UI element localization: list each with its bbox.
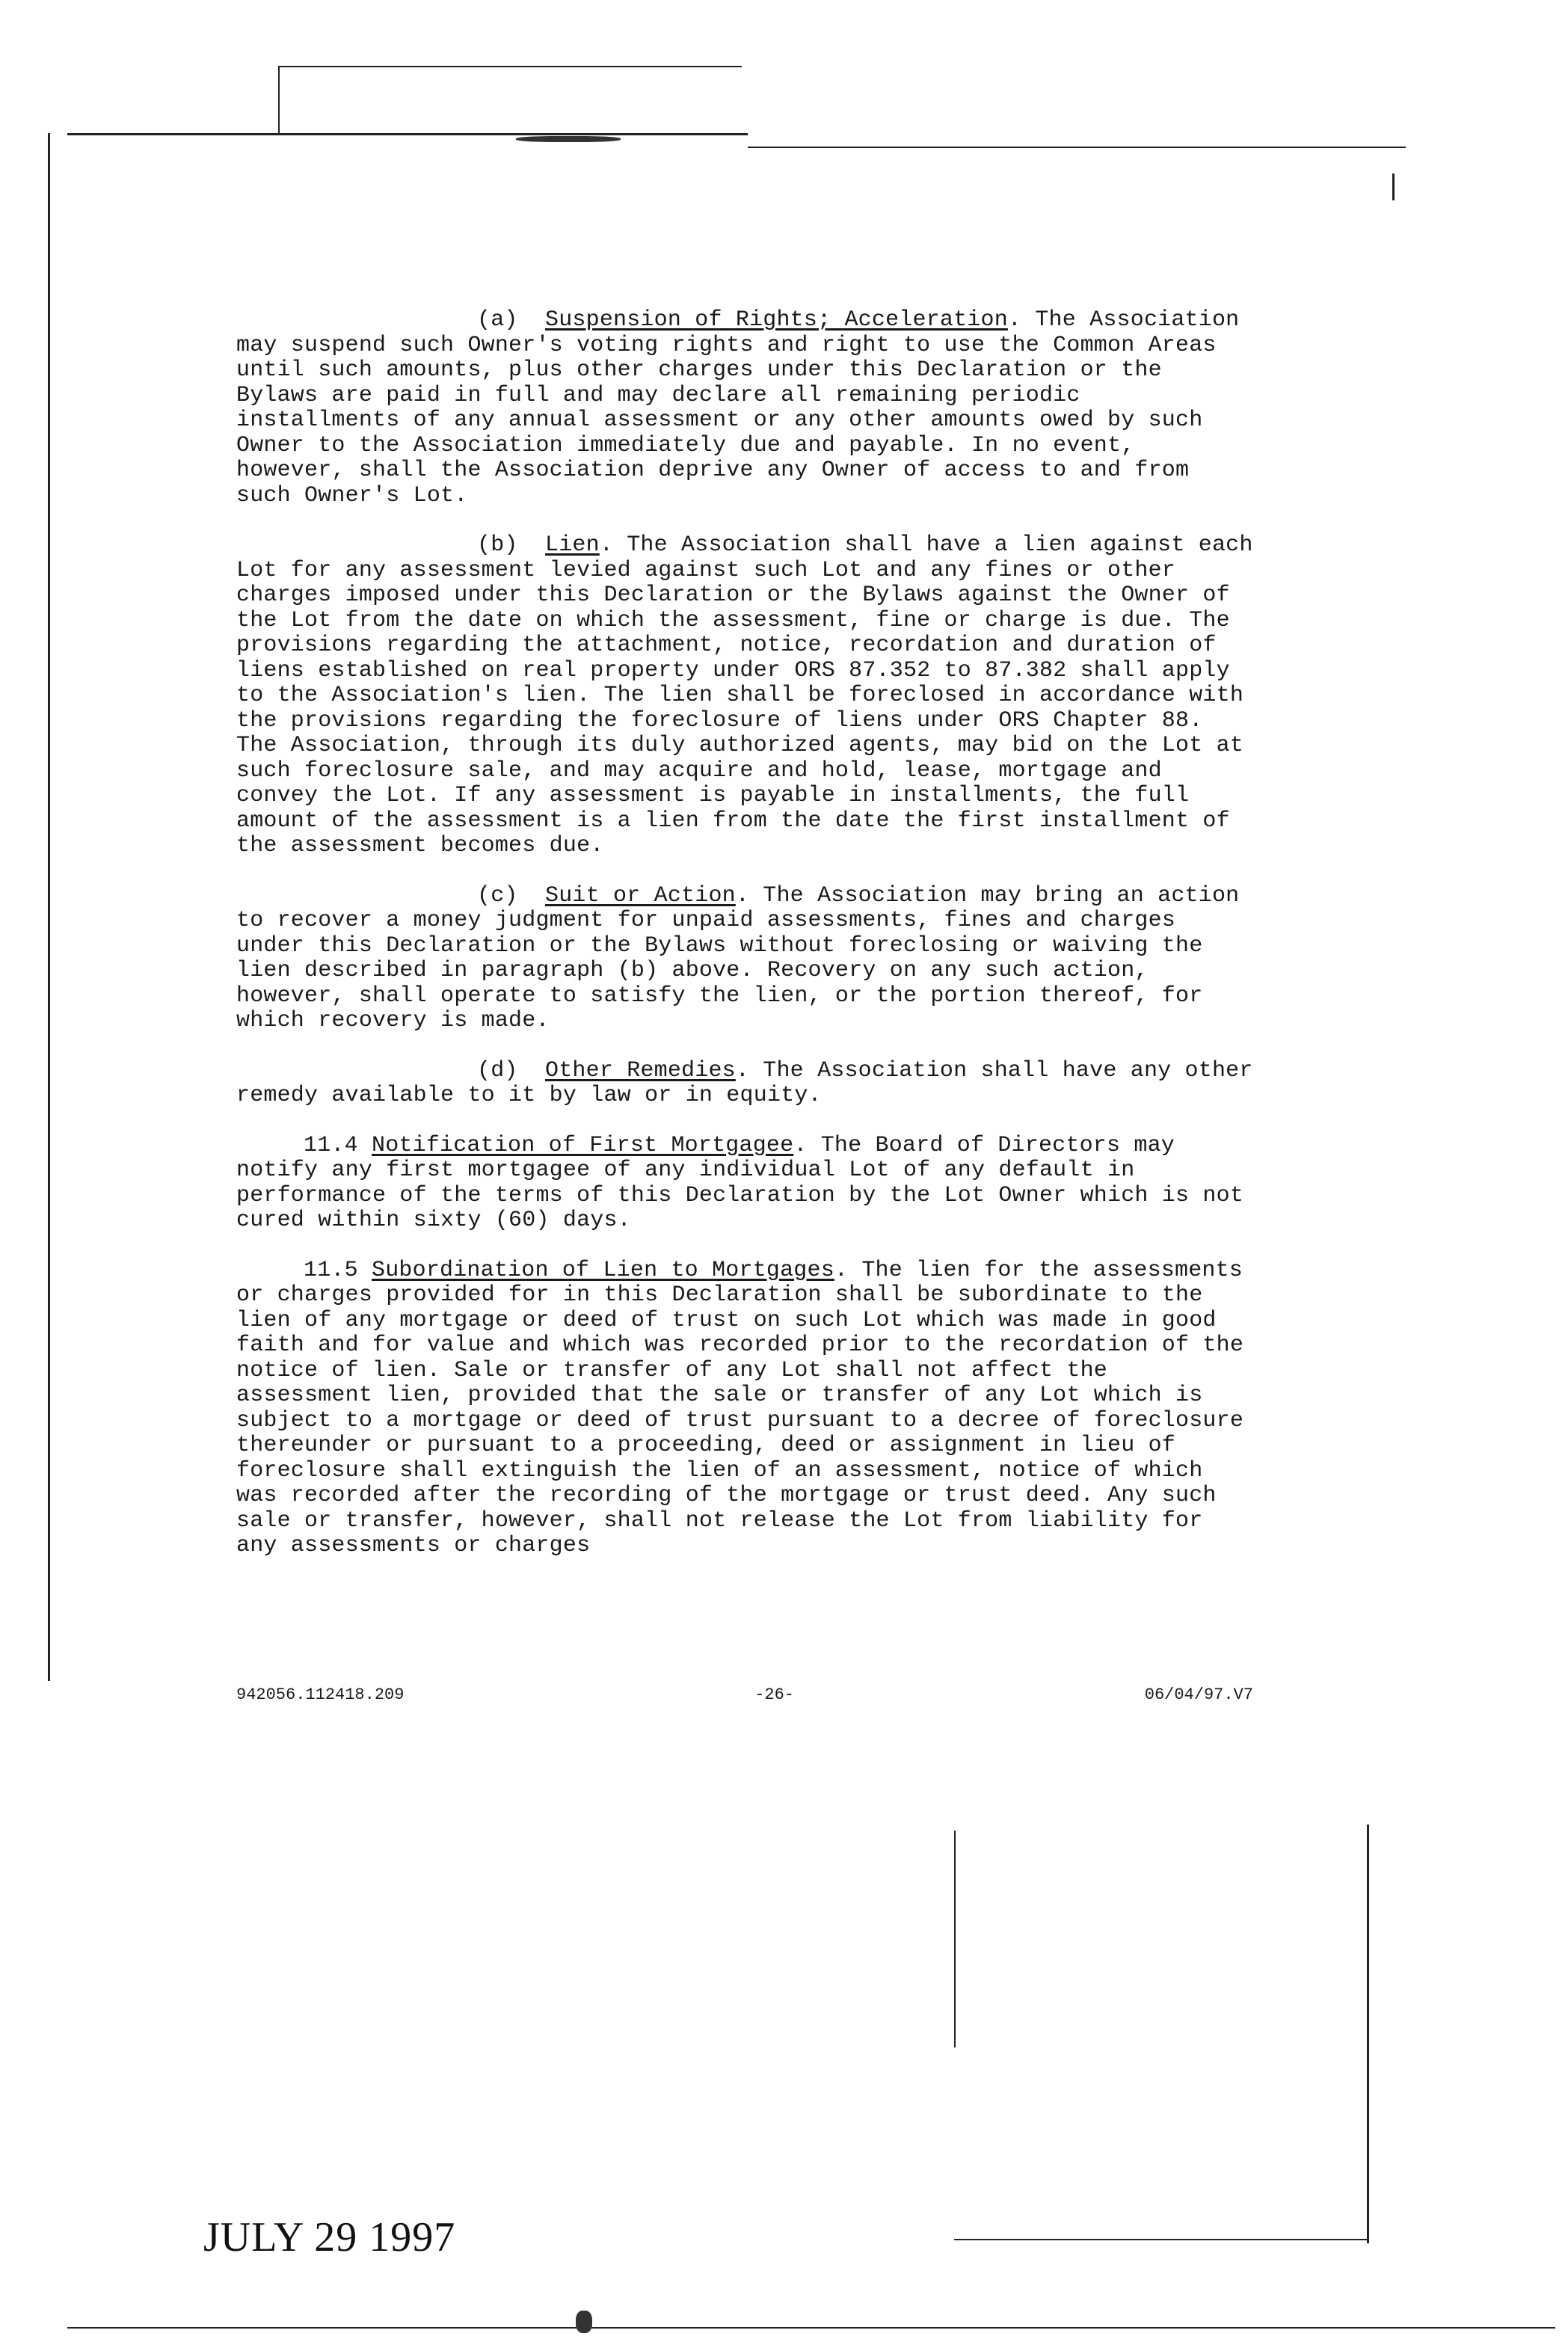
bottom-scan-line (67, 2327, 1555, 2329)
paragraph-d (236, 1057, 1267, 1109)
paragraph-text: . The Association may bring an action to recover a money judgment for unpaid assessments, fines and charges under this Declaration or the Bylaws without foreclosing or waiving the lien described in paragraph (b) above. Recovery on any such action, however, shall operate to satisfy the lien, or the portion thereof, for which recovery is made. (236, 882, 1253, 1033)
section-heading: Subordination of Lien to Mortgages (372, 1257, 834, 1283)
page-number: -26- (754, 1685, 794, 1704)
paragraph-text: . The Association shall have a lien against each Lot for any assessment levied against such Lot and any fines or other charges imposed under this Declaration or the Bylaws against the Owner of the Lot from the date on which the assessment, fine or charge is due. The provisions regarding the attachment, notice, recordation and duration of liens established on real property under ORS 87.352 to 87.382 shall apply to the Association's lien. The lien shall be foreclosed in accordance with the provisions regarding the foreclosure of liens under ORS Chapter 88. The Association, through its duly authorized agents, may bid on the Lot at such foreclosure sale, and may acquire and hold, lease, mortgage and convey the Lot. If any assessment is payable in installments, the full amount of the assessment is a lien from the date the first installment of the assessment becomes due. (236, 532, 1267, 858)
section-11-4 (236, 1132, 1258, 1234)
paragraph-heading: Suit or Action (545, 882, 736, 909)
paragraph-marker: (b) (477, 532, 518, 558)
paragraph-heading: Suspension of Rights; Acceleration (545, 307, 1008, 333)
top-scan-line (67, 133, 748, 135)
top-scan-line-right (748, 147, 1406, 148)
recording-date-stamp: JULY 29 1997 (203, 2214, 456, 2261)
paragraph-marker: (c) (477, 882, 518, 909)
lower-right-box-bottom (954, 2239, 1367, 2240)
paragraph-heading: Other Remedies (545, 1057, 736, 1084)
paragraph-text: . The Association may suspend such Owner's voting rights and right to use the Common Areas until such amounts, plus other charges under this Declaration or the Bylaws are paid in full and may declare all remaining periodic installments of any annual assessment or any other amounts owed by such Owner to the Association immediately due and payable. In no event, however, shall the Association deprive any Owner of access to and from such Owner's Lot. (236, 307, 1253, 508)
paragraph-a (236, 308, 1253, 508)
paragraph-text: . The Association shall have any other remedy available to it by law or in equity. (236, 1057, 1267, 1108)
version-date: 06/04/97.V7 (1144, 1685, 1253, 1704)
scan-speck (516, 136, 621, 142)
top-box-line (278, 66, 742, 67)
paragraph-heading: Lien (545, 532, 600, 558)
section-11-5 (236, 1257, 1258, 1559)
top-box-left (278, 66, 280, 135)
section-number: 11.5 (304, 1257, 358, 1283)
section-text: . The lien for the assessments or charges provided for in this Declaration shall be subordinate to the lien of any mortgage or deed of trust on such Lot which was made in good faith and for value and which was recorded prior to the recordation of the notice of lien. Sale or transfer of any Lot shall not affect the assessment lien, provided that the sale or transfer of any Lot which is subject to a mortgage or deed of trust pursuant to a decree of foreclosure thereunder or pursuant to a proceeding, deed or assignment in lieu of foreclosure shall extinguish the lien of an assessment, notice of which was recorded after the recording of the mortgage or trust deed. Any such sale or transfer, however, shall not release the Lot from liability for any assessments or charges (236, 1257, 1258, 1558)
paragraph-b (236, 532, 1267, 859)
scan-speck (576, 2311, 592, 2333)
left-margin-line (48, 133, 50, 1681)
document-body (236, 307, 1267, 1584)
lower-right-box-left (954, 1831, 956, 2047)
section-text: . The Board of Directors may notify any first mortgagee of any individual Lot of any default in performance of the terms of this Declaration by the Lot Owner which is not cured within sixty (60) days. (236, 1132, 1258, 1233)
paragraph-c (236, 884, 1253, 1034)
lower-right-box-right (1367, 1825, 1369, 2243)
section-number: 11.4 (304, 1132, 358, 1158)
document-number: 942056.112418.209 (236, 1685, 405, 1704)
paragraph-marker: (d) (477, 1057, 518, 1084)
paragraph-marker: (a) (477, 307, 518, 333)
page-footer (236, 1685, 1253, 1704)
section-heading: Notification of First Mortgagee (372, 1132, 794, 1158)
right-margin-mark (1392, 173, 1395, 200)
